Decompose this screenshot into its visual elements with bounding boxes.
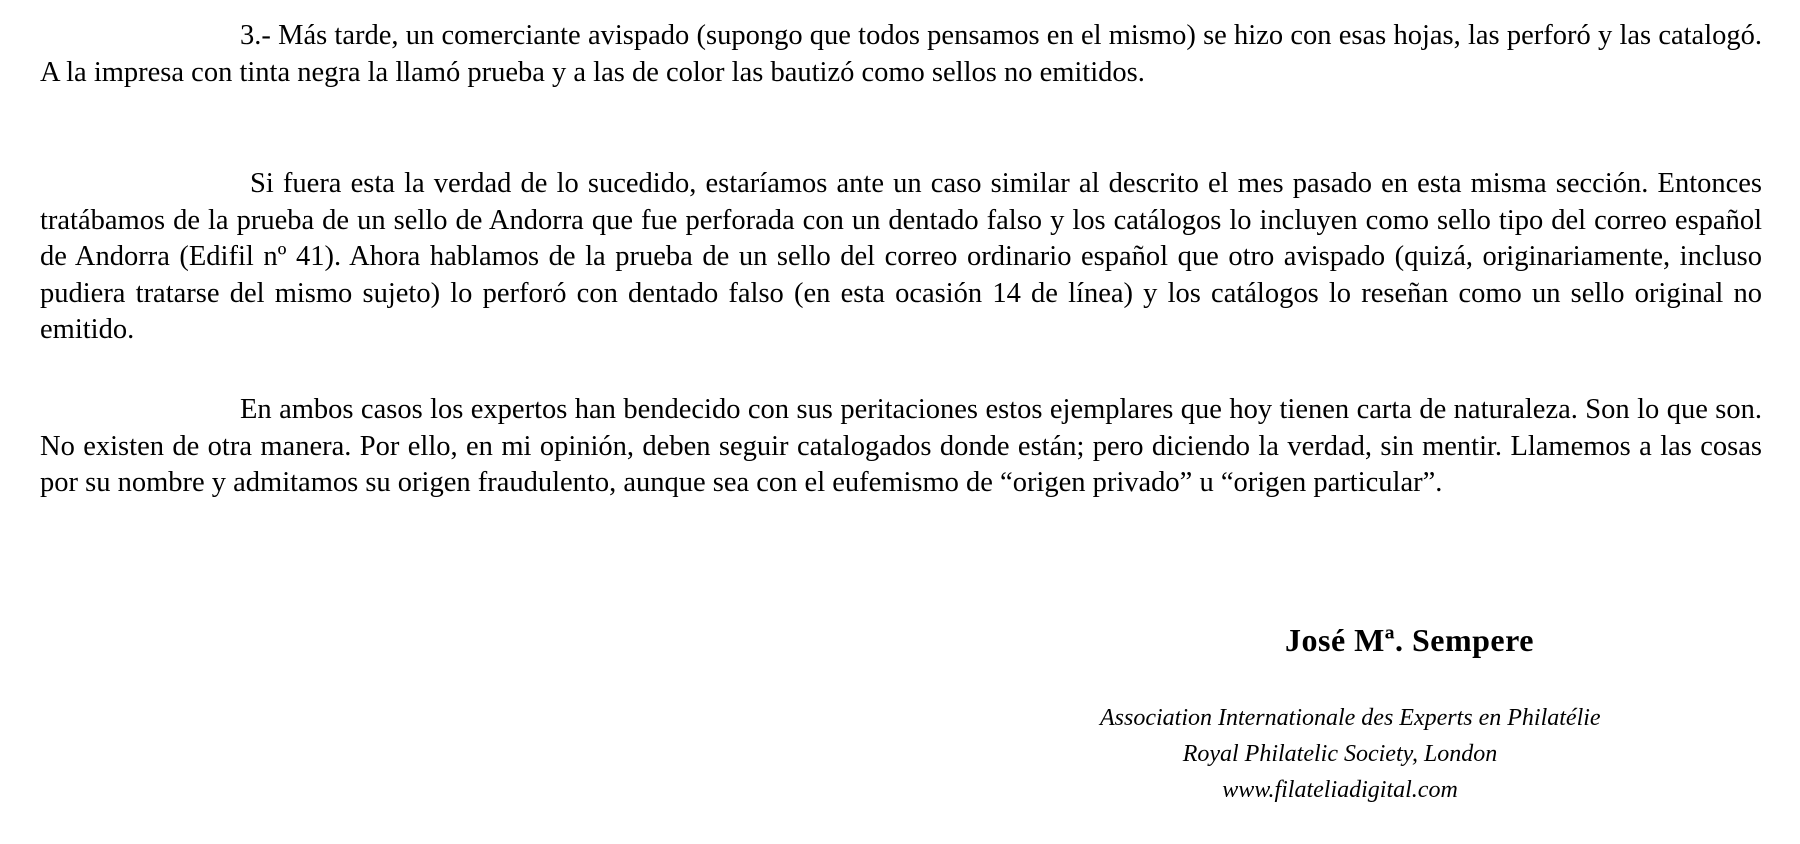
author-signature: José Mª. Sempere [1285,622,1534,658]
paragraph-2: Si fuera esta la verdad de lo sucedido, estaríamos ante un caso similar al descrito el mes pasado en esta misma sección. Entonces tratábamos de la prueba de un sello de Andorra que fue perforada con un dentado falso y los catálogos lo incluyen como sello tipo del correo español de Andorra (Edifil nº 41). Ahora hablamos de la prueba de un sello del correo ordinario español que otro avispado (quizá, originariamente, incluso pudiera tratarse del mismo sujeto) lo perforó con dentado falso (en esta ocasión 14 de línea) y los catálogos lo reseñan como un sello original no emitido. [40,168,1762,345]
author-affiliations [1100,700,1601,808]
website-link[interactable]: www.filateliadigital.com [1222,777,1458,803]
affiliation-line-2: Royal Philatelic Society, London [1182,741,1498,767]
paragraph-1: 3.- Más tarde, un comerciante avispado (supongo que todos pensamos en el mismo) se hizo con esas hojas, las perforó y las catalogó. A la impresa con tinta negra la llamó prueba y a las de color las bautizó como sellos no emitidos. [40,20,1762,88]
paragraph-3: En ambos casos los expertos han bendecido con sus peritaciones estos ejemplares que hoy tienen carta de naturaleza. Son lo que son. No existen de otra manera. Por ello, en mi opinión, deben seguir catalogados donde están; pero diciendo la verdad, sin mentir. Llamemos a las cosas por su nombre y admitamos su origen fraudulento, aunque sea con el eufemismo de “origen privado” u “origen particular”. [40,394,1762,498]
affiliation-line-1: Association Internationale des Experts en Philatélie [1100,705,1601,731]
